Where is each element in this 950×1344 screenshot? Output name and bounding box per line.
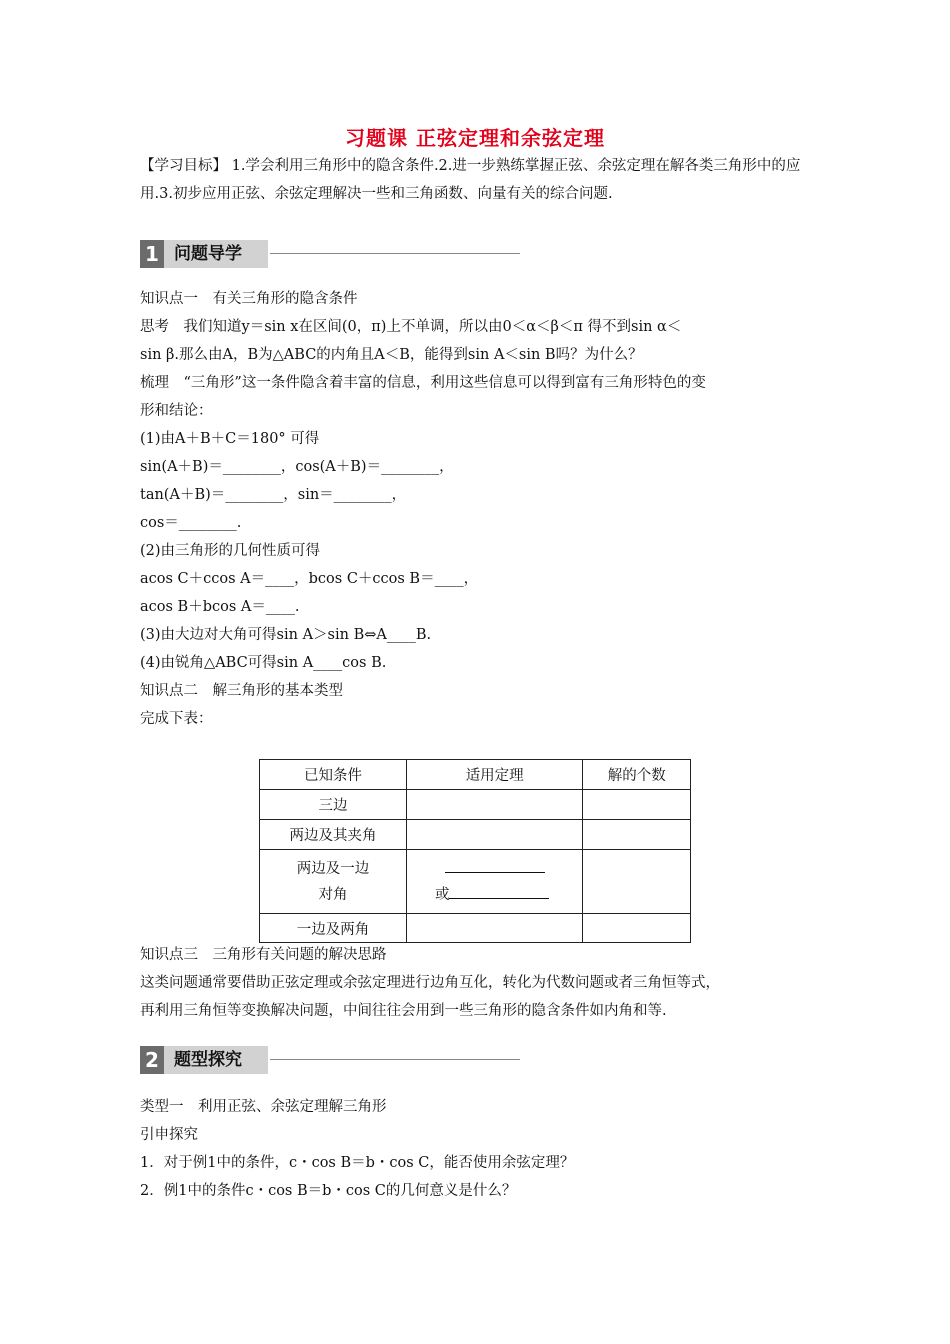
knowledge-point-3: 知识点三 三角形有关问题的解决思路 (140, 947, 387, 963)
table-cell (406, 820, 582, 850)
answer-blank-1 (435, 856, 582, 882)
type-1-heading: 类型一 利用正弦、余弦定理解三角形 (140, 1099, 387, 1115)
table-cell (583, 914, 691, 943)
section-number: 2 (140, 1046, 164, 1074)
think-line-1: 思考 我们知道y＝sin x在区间(0，π)上不单调，所以由0＜α＜β＜π 得不到sin α＜ (140, 319, 682, 335)
section-label: 题型探究 (164, 1046, 268, 1074)
table-cell (406, 914, 582, 943)
page-title: 习题课 正弦定理和余弦定理 (345, 126, 605, 150)
table-header-row (260, 760, 691, 790)
point-1: (1)由A＋B＋C＝180° 可得 (140, 431, 320, 447)
section-header-2 (140, 1046, 520, 1074)
blank-line (449, 884, 549, 899)
think-line-2: sin β.那么由A，B为△ABC的内角且A＜B，能得到sin A＜sin B吗？为什么？ (140, 347, 643, 363)
knowledge-point-2: 知识点二 解三角形的基本类型 (140, 683, 343, 699)
point-2b: acos B＋bcos A＝____. (140, 599, 300, 615)
row-label (260, 850, 407, 914)
triangle-types-table (259, 759, 691, 943)
table-row (260, 850, 691, 914)
table-cell (406, 850, 582, 914)
row-label-line-1: 两边及一边 (296, 860, 370, 877)
kp3-text-1: 这类问题通常要借助正弦定理或余弦定理进行边角互化，转化为代数问题或者三角恒等式， (140, 975, 720, 991)
point-3: (3)由大边对大角可得sin A＞sin B⇔A____B. (140, 627, 432, 643)
or-label: 或 (434, 886, 450, 903)
header-theorem: 适用定理 (406, 760, 582, 790)
table-cell (583, 850, 691, 914)
point-1b: tan(A＋B)＝________，sin＝________， (140, 487, 407, 503)
point-4: (4)由锐角△ABC可得sin A____cos B. (140, 655, 387, 671)
point-1a: sin(A＋B)＝________，cos(A＋B)＝________， (140, 459, 454, 475)
table-row (260, 914, 691, 943)
table-instruction: 完成下表： (140, 711, 213, 727)
question-2: 2．例1中的条件c・cos B＝b・cos C的几何意义是什么？ (140, 1183, 517, 1199)
header-solution-count: 解的个数 (583, 760, 691, 790)
learning-goals: 【学习目标】 1.学会利用三角形中的隐含条件.2.进一步熟练掌握正弦、余弦定理在解各类三角形中的应用.3.初步应用正弦、余弦定理解决一些和三角函数、向量有关的综合问题. (140, 158, 801, 202)
table-cell (583, 790, 691, 820)
row-label: 两边及其夹角 (260, 820, 407, 850)
table-cell (406, 790, 582, 820)
section-rule (270, 1059, 520, 1060)
question-1: 1．对于例1中的条件，c・cos B＝b・cos C，能否使用余弦定理？ (140, 1155, 575, 1171)
blank-line (445, 858, 545, 873)
point-2: (2)由三角形的几何性质可得 (140, 543, 321, 559)
knowledge-point-1: 知识点一 有关三角形的隐含条件 (140, 291, 358, 307)
row-label-line-2: 对角 (318, 886, 348, 903)
summary-line-2: 形和结论： (140, 403, 213, 419)
summary-line-1: 梳理 “三角形”这一条件隐含着丰富的信息，利用这些信息可以得到富有三角形特色的变 (140, 375, 706, 391)
point-1c: cos＝________. (140, 515, 242, 531)
row-label: 三边 (260, 790, 407, 820)
section-label: 问题导学 (164, 240, 268, 268)
table-row (260, 820, 691, 850)
table-cell (583, 820, 691, 850)
kp3-text-2: 再利用三角恒等变换解决问题，中间往往会用到一些三角形的隐含条件如内角和等. (140, 1003, 667, 1019)
section-header-1 (140, 240, 520, 268)
extended-inquiry: 引申探究 (140, 1127, 198, 1143)
table-row (260, 790, 691, 820)
section-number: 1 (140, 240, 164, 268)
answer-blank-2 (435, 882, 582, 908)
header-known-conditions: 已知条件 (260, 760, 407, 790)
section-rule (270, 253, 520, 254)
point-2a: acos C＋ccos A＝____，bcos C＋ccos B＝____， (140, 571, 479, 587)
row-label: 一边及两角 (260, 914, 407, 943)
